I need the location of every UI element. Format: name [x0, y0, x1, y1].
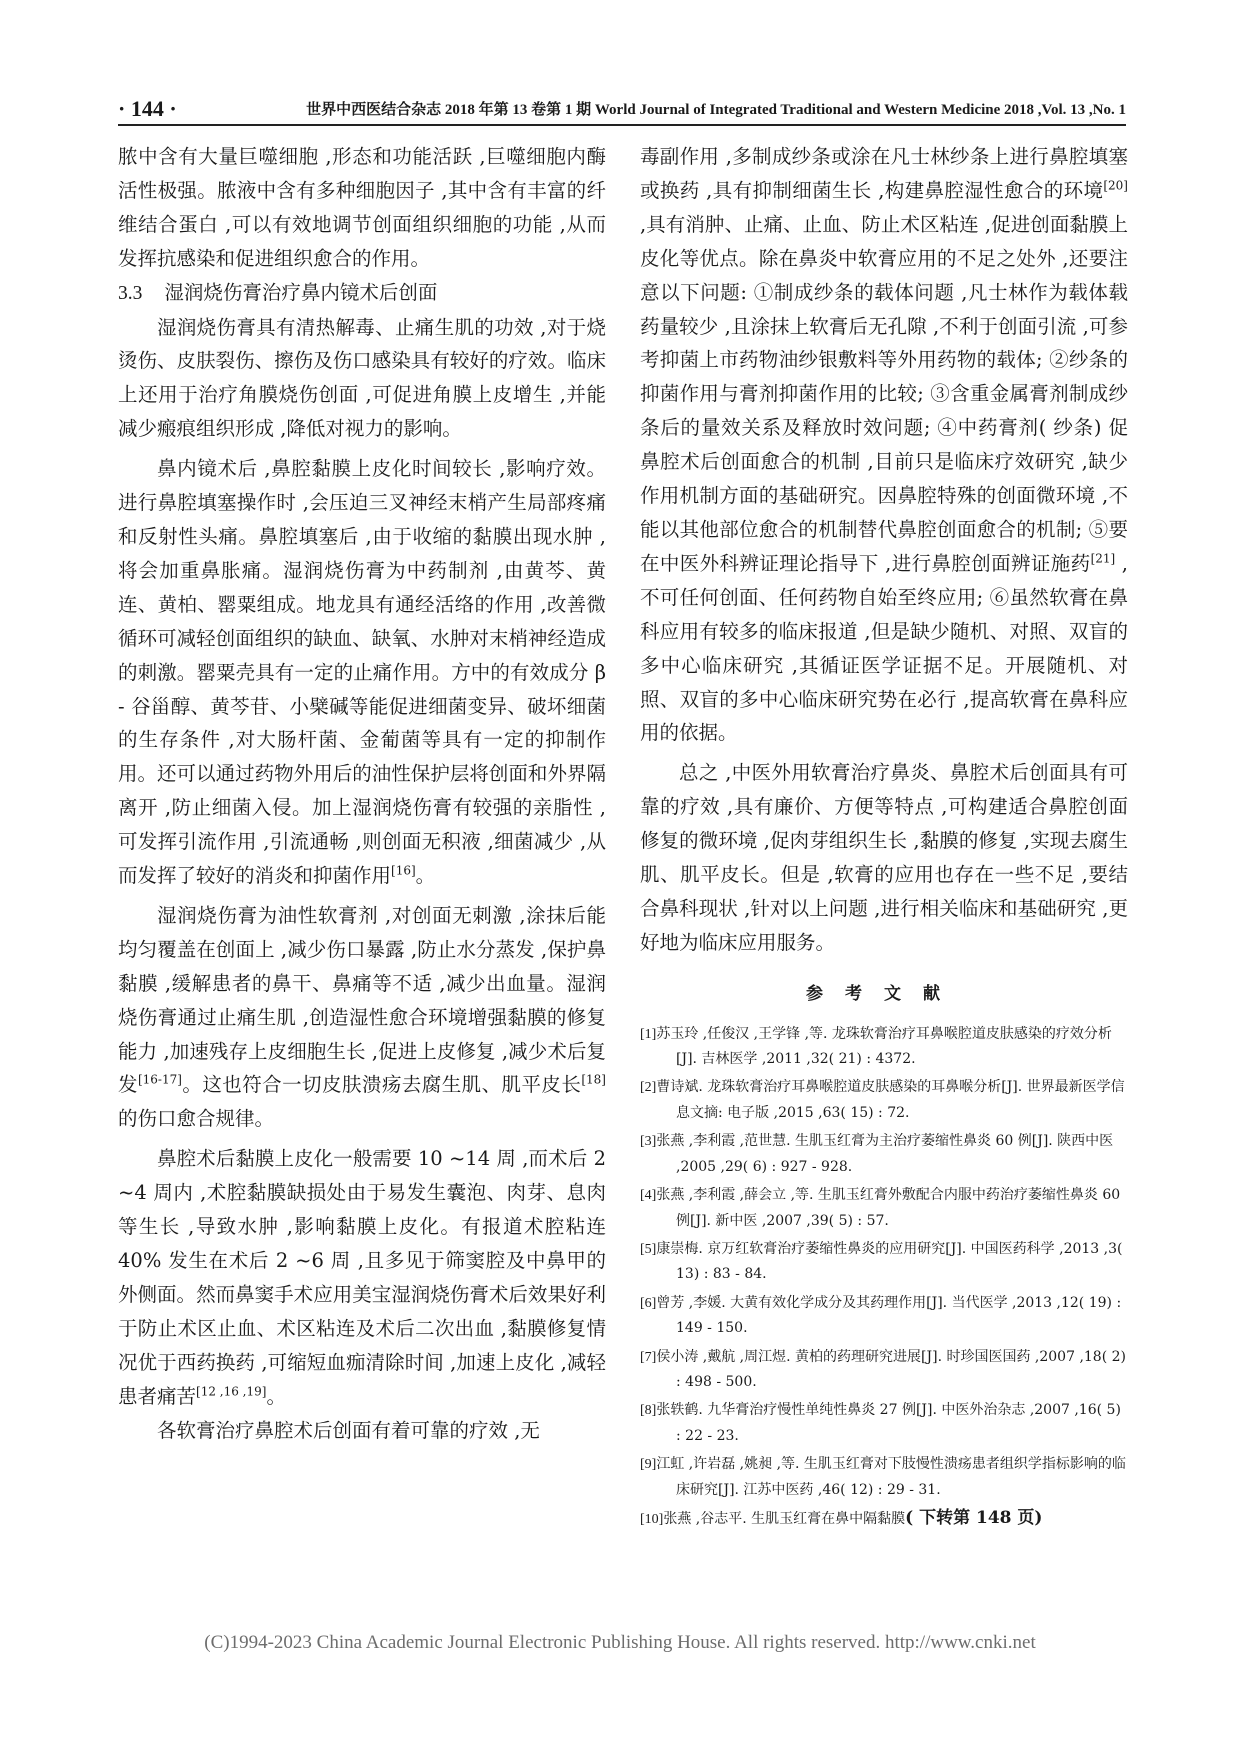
reference-number: [9] [640, 1457, 657, 1473]
paragraph-text: 。 [266, 1384, 286, 1408]
paragraph-text: 。这也符合一切皮肤溃疡去腐生肌、肌平皮长 [181, 1073, 582, 1097]
paragraph-text: ,具有消肿、止痛、止血、防止术区粘连 ,促进创面黏膜上皮化等优点。除在鼻炎中软膏应用的不足之处外 ,还要注意以下问题: ①制成纱条的载体问题 ,凡士林作为载体载药量较少 ,且涂抹上软膏后无孔隙 ,不利于创面引流 ,可参考抑菌上市药物油纱银敷料等外用药物的载体; ②纱条的抑菌作用与膏剂抑菌作用的比较; ③含重金属膏剂制成纱条后的量效关系及释放时效问题; ④中药膏剂( 纱条) 促鼻腔术后创面愈合的机制 ,目前只是临床疗效研究 ,缺少作用机制方面的基础研究。因鼻腔特殊的创面微环境 ,不能以其他部位愈合的机制替代鼻腔创面愈合的机制; ⑤要在中医外科辨证理论指导下 ,进行鼻腔创面辨证施药 [640, 212, 1128, 575]
reference-item [640, 1506, 1128, 1532]
paragraph [640, 140, 1128, 750]
citation: [18] [581, 1072, 606, 1087]
paragraph-text: 鼻内镜术后 ,鼻腔黏膜上皮化时间较长 ,影响疗效。进行鼻腔填塞操作时 ,会压迫三叉神经末梢产生局部疼痛和反射性头痛。鼻腔填塞后 ,由于收缩的黏膜出现水肿 ,将会加重鼻胀痛。湿润烧伤膏为中药制剂 ,由黄芩、黄连、黄柏、罂粟组成。地龙具有通经活络的作用 ,改善微循环可减轻创面组织的缺血、缺氧、水肿对末梢神经造成的刺激。罂粟壳具有一定的止痛作用。方中的有效成分 β - 谷甾醇、黄芩苷、小檗碱等能促进细菌变异、破坏细菌的生存条件 ,对大肠杆菌、金葡菌等具有一定的抑制作用。还可以通过药物外用后的油性保护层将创面和外界隔离开 ,防止细菌入侵。加上湿润烧伤膏有较强的亲脂性 ,可发挥引流作用 ,引流通畅 ,则创面无积液 ,细菌减少 ,从而发挥了较好的消炎和抑菌作用 [118, 457, 606, 888]
paragraph-text: 的伤口愈合规律。 [118, 1107, 275, 1131]
reference-text: 苏玉玲 ,任俊汉 ,王学锋 ,等. 龙珠软膏治疗耳鼻喉腔道皮肤感染的疗效分析[J]. 吉林医学 ,2011 ,32( 21) : 4372. [656, 1025, 1112, 1068]
reference-number: [5] [640, 1241, 657, 1257]
citation: [16] [391, 863, 416, 878]
reference-number: [6] [640, 1295, 657, 1311]
paragraph [118, 1142, 606, 1413]
citation: [20] [1103, 178, 1128, 193]
reference-item [640, 1345, 1128, 1395]
reference-number: [2] [640, 1080, 657, 1096]
journal-running-head: 世界中西医结合杂志 2018 年第 13 卷第 1 期 World Journal of Integrated Traditional and Western Medicine 2018 ,Vol. 13 ,No. 1 [306, 102, 1126, 118]
paragraph [118, 452, 606, 893]
reference-text: 张轶鹤. 九华膏治疗慢性单纯性鼻炎 27 例[J]. 中医外治杂志 ,2007 ,16( 5) : 22 - 23. [656, 1402, 1121, 1444]
paragraph-text: ,不可任何创面、任何药物自始至终应用; ⑥虽然软膏在鼻科应用有较多的临床报道 ,但是缺少随机、对照、双盲的多中心临床研究 ,其循证医学证据不足。开展随机、对照、双盲的多中心临床研究势在必行 ,提高软膏在鼻科应用的依据。 [640, 551, 1128, 745]
paragraph: 湿润烧伤膏具有清热解毒、止痛生肌的功效 ,对于烧烫伤、皮肤裂伤、擦伤及伤口感染具有较好的疗效。临床上还用于治疗角膜烧伤创面 ,可促进角膜上皮增生 ,并能减少瘢痕组织形成 ,降低对视力的影响。 [118, 315, 606, 441]
paragraph: 总之 ,中医外用软膏治疗鼻炎、鼻腔术后创面具有可靠的疗效 ,具有廉价、方便等特点 ,可构建适合鼻腔创面修复的微环境 ,促肉芽组织生长 ,黏膜的修复 ,实现去腐生肌、肌平皮长。但是 ,软膏的应用也存在一些不足 ,要结合鼻科现状 ,针对以上问题 ,进行相关临床和基础研究 ,更好地为临床应用服务。 [640, 761, 1128, 954]
reference-item [640, 1452, 1128, 1502]
reference-text: 江虹 ,许岩磊 ,姚昶 ,等. 生肌玉红膏对下肢慢性溃疡患者组织学指标影响的临床研究[J]. 江苏中医药 ,46( 12) : 29 - 31. [656, 1456, 1126, 1498]
reference-number: [7] [640, 1349, 657, 1365]
paragraph [118, 899, 606, 1136]
reference-item [640, 1237, 1128, 1287]
citation: [16-17] [137, 1072, 182, 1087]
right-column [640, 140, 1128, 1536]
paragraph-text: 毒副作用 ,多制成纱条或涂在凡士林纱条上进行鼻腔填塞或换药 ,具有抑制细菌生长 ,构建鼻腔湿性愈合的环境 [640, 145, 1128, 202]
reference-item [640, 1075, 1128, 1125]
reference-item [640, 1398, 1128, 1448]
paragraph: 脓中含有大量巨噬细胞 ,形态和功能活跃 ,巨噬细胞内酶活性极强。脓液中含有多种细胞因子 ,其中含有丰富的纤维结合蛋白 ,可以有效地调节创面组织细胞的功能 ,从而发挥抗感染和促进组织愈合的作用。 [118, 145, 606, 270]
paragraph-text: 鼻腔术后黏膜上皮化一般需要 10 ~14 周 ,而术后 2 ~4 周内 ,术腔黏膜缺损处由于易发生囊泡、肉芽、息肉等生长 ,导致水肿 ,影响黏膜上皮化。有报道术腔粘连 40% 发生在术后 2 ~6 周 ,且多见于筛窦腔及中鼻甲的外侧面。然而鼻窦手术应用美宝湿润烧伤膏术后效果好利于防止术区止血、术区粘连及术后二次出血 ,黏膜修复情况优于西药换药 ,可缩短血痂清除时间 ,加速上皮化 ,减轻患者痛苦 [118, 1147, 606, 1408]
reference-text: 侯小涛 ,戴航 ,周江煜. 黄柏的药理研究进展[J]. 时珍国医国药 ,2007 ,18( 2) : 498 - 500. [656, 1348, 1126, 1390]
reference-list [640, 1022, 1128, 1533]
paragraph-text: 湿润烧伤膏为油性软膏剂 ,对创面无刺激 ,涂抹后能均匀覆盖在创面上 ,减少伤口暴露 ,防止水分蒸发 ,保护鼻黏膜 ,缓解患者的鼻干、鼻痛等不适 ,减少出血量。湿润烧伤膏通过止痛生肌 ,创造湿性愈合环境增强黏膜的修复能力 ,加速残存上皮细胞生长 ,促进上皮修复 ,减少术后复发 [118, 903, 606, 1097]
section-title: 湿润烧伤膏治疗鼻内镜术后创面 [164, 280, 438, 304]
reference-text: 张燕 ,谷志平. 生肌玉红膏在鼻中隔黏膜 [663, 1510, 906, 1527]
reference-number: [4] [640, 1188, 657, 1204]
reference-number: [8] [640, 1403, 657, 1419]
section-heading [118, 276, 606, 311]
paragraph-text: 。 [415, 864, 436, 888]
reference-text: 张燕 ,李利霞 ,范世慧. 生肌玉红膏为主治疗萎缩性鼻炎 60 例[J]. 陕西中医 ,2005 ,29( 6) : 927 - 928. [656, 1133, 1114, 1175]
reference-text: 张燕 ,李利霞 ,薛会立 ,等. 生肌玉红膏外敷配合内服中药治疗萎缩性鼻炎 60 例[J]. 新中医 ,2007 ,39( 5) : 57. [656, 1187, 1121, 1229]
citation: [21] [1090, 551, 1116, 566]
reference-number: [10] [640, 1511, 664, 1527]
reference-text: 康崇梅. 京万红软膏治疗萎缩性鼻炎的应用研究[J]. 中国医药科学 ,2013 ,3( 13) : 83 - 84. [656, 1240, 1123, 1283]
reference-text: 曾芳 ,李媛. 大黄有效化学成分及其药理作用[J]. 当代医学 ,2013 ,12( 19) : 149 - 150. [656, 1294, 1122, 1337]
left-column [118, 140, 606, 1447]
reference-number: [3] [640, 1134, 657, 1150]
reference-item [640, 1129, 1128, 1179]
citation: [12 ,16 ,19] [196, 1384, 267, 1399]
continued-note: ( 下转第 148 页) [905, 1507, 1043, 1528]
paragraph: 各软膏治疗鼻腔术后创面有着可靠的疗效 ,无 [157, 1418, 540, 1442]
references-heading: 参考文献 [806, 983, 962, 1004]
section-number: 3.3 [118, 282, 143, 304]
reference-item [640, 1022, 1128, 1072]
reference-number: [1] [640, 1026, 657, 1042]
reference-item [640, 1291, 1128, 1341]
reference-item [640, 1183, 1128, 1233]
page-number: · 144 · [118, 96, 177, 121]
reference-text: 曹诗斌. 龙珠软膏治疗耳鼻喉腔道皮肤感染的耳鼻喉分析[J]. 世界最新医学信息文摘: 电子版 ,2015 ,63( 15) : 72. [656, 1079, 1125, 1121]
copyright-footer: (C)1994-2023 China Academic Journal Electronic Publishing House. All rights reserved. http://www.cnki.net [204, 1632, 1036, 1653]
running-header [118, 96, 1126, 126]
